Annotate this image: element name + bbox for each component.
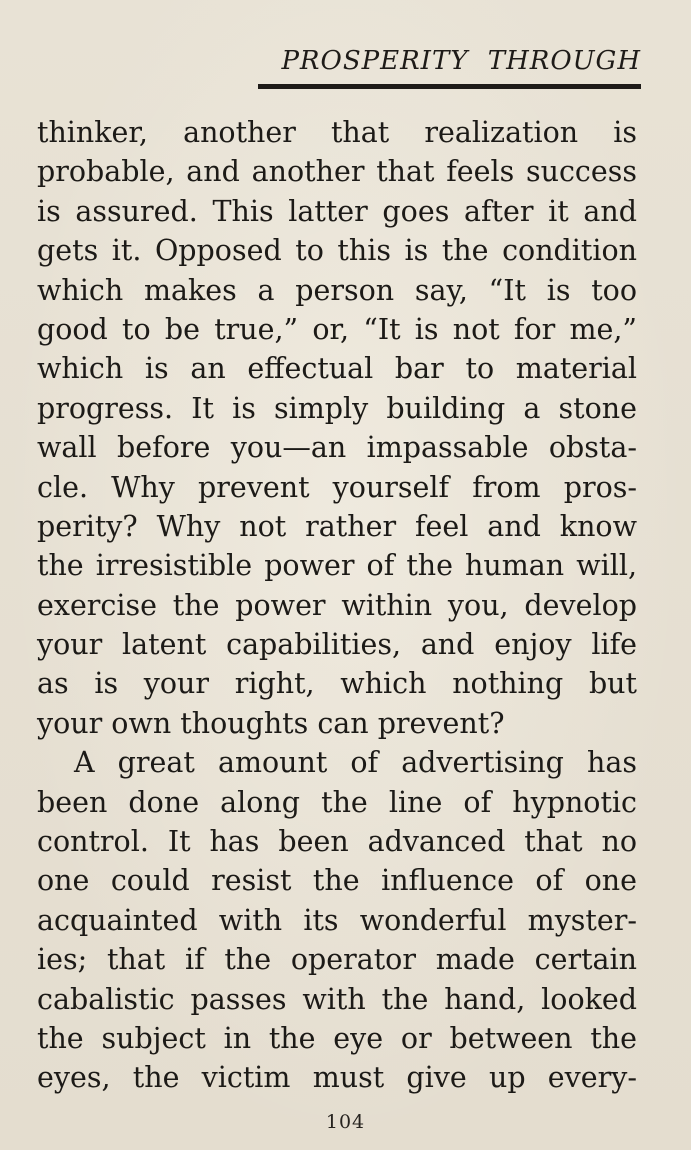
text-line: wall before you—an impassable obsta-	[37, 431, 637, 465]
body-text	[37, 113, 637, 1098]
text-line: cabalistic passes with the hand, looked	[37, 982, 637, 1016]
text-line: which is an effectual bar to material	[37, 352, 637, 386]
text-line: the irresistible power of the human will,	[37, 549, 637, 583]
text-line: good to be true,” or, “It is not for me,”	[37, 312, 637, 346]
text-line: as is your right, which nothing but	[37, 667, 637, 701]
running-head-rule	[258, 84, 641, 89]
text-line: perity? Why not rather feel and know	[37, 509, 637, 543]
text-line: been done along the line of hypnotic	[37, 785, 637, 819]
text-line: thinker, another that realization is	[37, 116, 637, 149]
text-line: probable, and another that feels success	[37, 155, 637, 189]
text-line: one could resist the influence of one	[37, 864, 637, 898]
page-number: 104	[325, 1111, 366, 1133]
running-head: PROSPERITY THROUGH	[281, 46, 641, 76]
text-line: cle. Why prevent yourself from pros-	[37, 470, 637, 504]
text-line: is assured. This latter goes after it and	[37, 194, 637, 228]
text-line: ies; that if the operator made certain	[37, 943, 637, 977]
text-line: control. It has been advanced that no	[37, 825, 637, 859]
text-line: your latent capabilities, and enjoy life	[37, 628, 637, 662]
text-line: the subject in the eye or between the	[37, 1021, 637, 1055]
text-line: which makes a person say, “It is too	[37, 273, 637, 307]
text-line: eyes, the victim must give up every-	[37, 1061, 637, 1095]
text-line: your own thoughts can prevent?	[37, 706, 505, 740]
text-line: gets it. Opposed to this is the condition	[37, 234, 637, 268]
text-line: A great amount of advertising has	[74, 746, 637, 780]
text-line: acquainted with its wonderful myster-	[37, 903, 637, 937]
text-line: exercise the power within you, develop	[37, 588, 637, 622]
text-line: progress. It is simply building a stone	[37, 391, 637, 425]
